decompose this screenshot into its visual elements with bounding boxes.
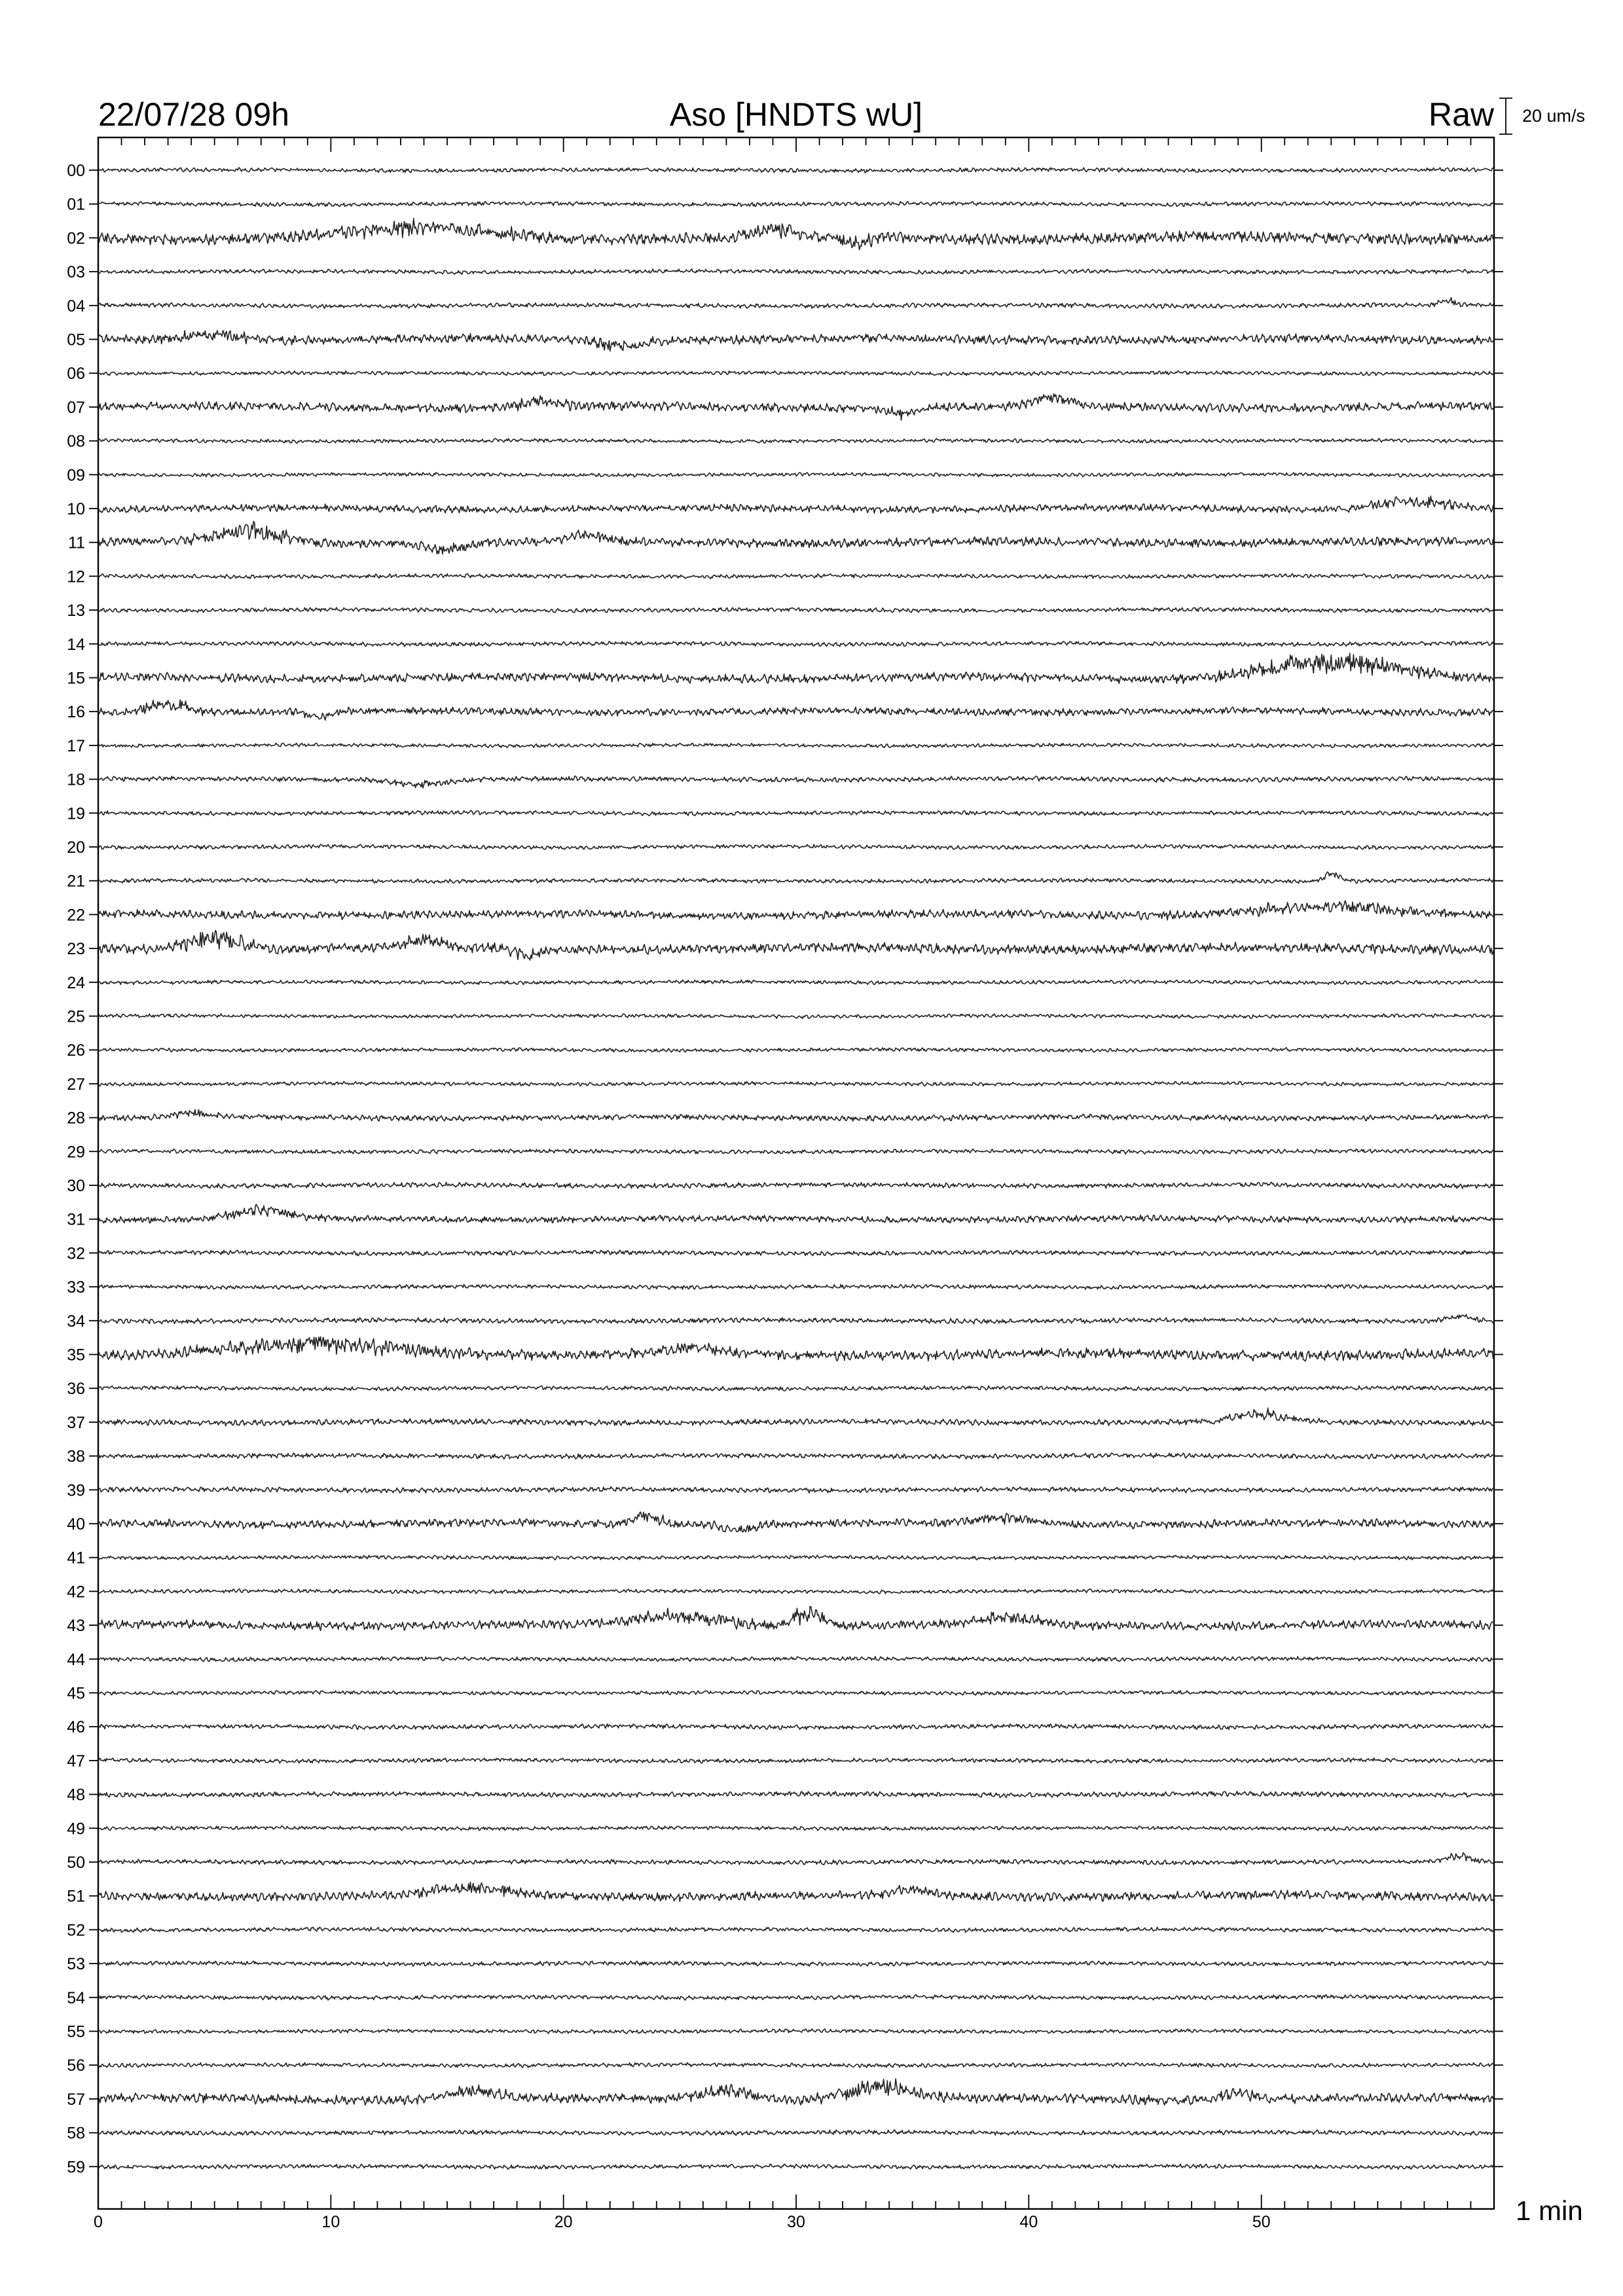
- row-label: 46: [67, 1718, 85, 1737]
- seismic-trace-row: [98, 1826, 1494, 1831]
- row-label: 30: [67, 1177, 85, 1195]
- x-tick-label: 10: [321, 2213, 340, 2231]
- row-label: 06: [67, 365, 85, 384]
- x-tick-label: 30: [787, 2213, 805, 2231]
- seismic-trace-row: [98, 1048, 1494, 1052]
- row-label: 42: [67, 1583, 85, 1602]
- row-label: 51: [67, 1887, 85, 1906]
- row-label: 17: [67, 736, 85, 755]
- seismic-trace-row: [98, 1336, 1494, 1361]
- row-label: 48: [67, 1785, 85, 1804]
- seismic-trace-row: [98, 394, 1494, 421]
- row-label: 02: [67, 229, 85, 248]
- seismic-trace-row: [98, 2079, 1494, 2105]
- seismic-trace-row: [98, 811, 1494, 816]
- row-label: 38: [67, 1447, 85, 1466]
- row-label: 57: [67, 2090, 85, 2109]
- row-label: 47: [67, 1751, 85, 1770]
- datetime-label: 22/07/28 09h: [98, 96, 289, 133]
- row-label: 58: [67, 2124, 85, 2143]
- row-label: 03: [67, 263, 85, 282]
- seismic-traces: [98, 168, 1494, 2169]
- seismic-trace-row: [98, 1853, 1494, 1865]
- seismic-trace-row: [98, 931, 1494, 960]
- seismic-trace-row: [98, 496, 1494, 513]
- seismic-trace-row: [98, 872, 1494, 884]
- seismic-trace-row: [98, 1250, 1494, 1255]
- row-label: 10: [67, 500, 85, 518]
- seismic-trace-row: [98, 331, 1494, 351]
- row-label: 22: [67, 906, 85, 925]
- row-label: 44: [67, 1650, 85, 1669]
- seismic-trace-row: [98, 1606, 1494, 1630]
- row-label: 21: [67, 872, 85, 891]
- row-label: 20: [67, 838, 85, 857]
- seismic-trace-row: [98, 371, 1494, 376]
- seismic-trace-row: [98, 1589, 1494, 1594]
- seismic-trace-row: [98, 1453, 1494, 1459]
- seismic-trace-row: [98, 980, 1494, 984]
- row-label: 25: [67, 1007, 85, 1026]
- seismic-trace-row: [98, 1882, 1494, 1902]
- seismic-trace-row: [98, 1995, 1494, 2000]
- row-label: 52: [67, 1921, 85, 1940]
- row-label: 13: [67, 601, 85, 620]
- row-label: 09: [67, 466, 85, 485]
- seismic-trace-row: [98, 1109, 1494, 1121]
- row-label: 00: [67, 162, 85, 180]
- seismic-trace-row: [98, 1791, 1494, 1797]
- row-label: 23: [67, 940, 85, 959]
- row-label: 34: [67, 1312, 85, 1331]
- row-label: 11: [68, 533, 85, 552]
- seismic-trace-row: [98, 776, 1494, 788]
- row-label: 15: [67, 669, 85, 688]
- seismic-trace-row: [98, 1928, 1494, 1933]
- row-label: 50: [67, 1854, 85, 1872]
- row-label: 07: [67, 398, 85, 417]
- row-label: 27: [67, 1075, 85, 1094]
- row-label: 32: [67, 1244, 85, 1263]
- scale-label: 20 um/s: [1522, 106, 1586, 126]
- seismic-trace-row: [98, 1657, 1494, 1662]
- seismic-trace-row: [98, 1555, 1494, 1560]
- seismic-trace-row: [98, 901, 1494, 920]
- seismic-trace-row: [98, 522, 1494, 554]
- row-label: 33: [67, 1278, 85, 1297]
- seismic-trace-row: [98, 1014, 1494, 1018]
- seismic-trace-row: [98, 2164, 1494, 2169]
- seismic-trace-row: [98, 439, 1494, 443]
- row-label: 35: [67, 1346, 85, 1365]
- hour-row-labels: [67, 162, 85, 2176]
- seismic-trace-row: [98, 1512, 1494, 1532]
- seismic-trace-row: [98, 2029, 1494, 2034]
- seismic-trace-row: [98, 1487, 1494, 1494]
- row-label: 41: [67, 1549, 85, 1568]
- row-label: 16: [67, 703, 85, 722]
- row-label: 43: [67, 1617, 85, 1636]
- row-label: 45: [67, 1684, 85, 1703]
- row-label: 26: [67, 1041, 85, 1060]
- seismic-trace-row: [98, 1182, 1494, 1189]
- seismic-trace-row: [98, 1149, 1494, 1154]
- row-label: 49: [67, 1820, 85, 1839]
- row-label: 01: [67, 195, 85, 214]
- x-tick-label: 20: [554, 2213, 573, 2231]
- x-unit-label: 1 min: [1516, 2195, 1583, 2226]
- row-label: 39: [67, 1481, 85, 1500]
- x-tick-label: 50: [1252, 2213, 1271, 2231]
- axis-ticks: [89, 137, 1503, 2209]
- row-label: 54: [67, 1988, 85, 2007]
- row-label: 18: [67, 770, 85, 789]
- seismic-trace-row: [98, 202, 1494, 207]
- row-label: 08: [67, 432, 85, 451]
- station-title: Aso [HNDTS wU]: [669, 96, 923, 133]
- seismic-trace-row: [98, 1961, 1494, 1966]
- row-label: 05: [67, 331, 85, 350]
- seismic-trace-row: [98, 1204, 1494, 1223]
- row-label: 53: [67, 1955, 85, 1974]
- row-label: 55: [67, 2022, 85, 2041]
- x-tick-labels: [94, 2213, 1271, 2231]
- row-label: 36: [67, 1380, 85, 1399]
- amplitude-scale-bar: [1499, 98, 1512, 134]
- row-label: 28: [67, 1109, 85, 1128]
- seismic-trace-row: [98, 1758, 1494, 1763]
- row-label: 40: [67, 1515, 85, 1534]
- seismic-trace-row: [98, 2062, 1494, 2068]
- x-tick-label: 40: [1019, 2213, 1038, 2231]
- seismic-trace-row: [98, 1724, 1494, 1730]
- seismic-trace-row: [98, 743, 1494, 747]
- seismic-trace-row: [98, 1386, 1494, 1391]
- mode-label: Raw: [1428, 96, 1494, 133]
- row-label: 56: [67, 2056, 85, 2075]
- seismic-trace-row: [98, 473, 1494, 477]
- seismic-trace-row: [98, 269, 1494, 274]
- row-label: 59: [67, 2158, 85, 2177]
- row-label: 14: [67, 635, 85, 654]
- seismic-trace-row: [98, 1081, 1494, 1086]
- row-label: 31: [67, 1210, 85, 1229]
- seismic-trace-row: [98, 1408, 1494, 1426]
- row-label: 29: [67, 1143, 85, 1162]
- seismic-trace-row: [98, 219, 1494, 250]
- seismic-trace-row: [98, 1284, 1494, 1289]
- seismic-trace-row: [98, 298, 1494, 309]
- row-label: 19: [67, 804, 85, 823]
- seismic-trace-row: [98, 2130, 1494, 2136]
- seismic-trace-row: [98, 641, 1494, 647]
- row-label: 37: [67, 1413, 85, 1432]
- row-label: 12: [67, 567, 85, 586]
- seismic-trace-row: [98, 653, 1494, 683]
- x-tick-label: 0: [94, 2213, 103, 2231]
- seismic-trace-row: [98, 573, 1494, 579]
- row-label: 24: [67, 973, 85, 992]
- seismic-trace-row: [98, 168, 1494, 173]
- seismic-trace-row: [98, 1691, 1494, 1695]
- seismic-trace-row: [98, 607, 1494, 613]
- seismic-trace-row: [98, 1314, 1494, 1323]
- seismic-trace-row: [98, 700, 1494, 720]
- seismic-trace-row: [98, 844, 1494, 850]
- row-label: 04: [67, 296, 85, 315]
